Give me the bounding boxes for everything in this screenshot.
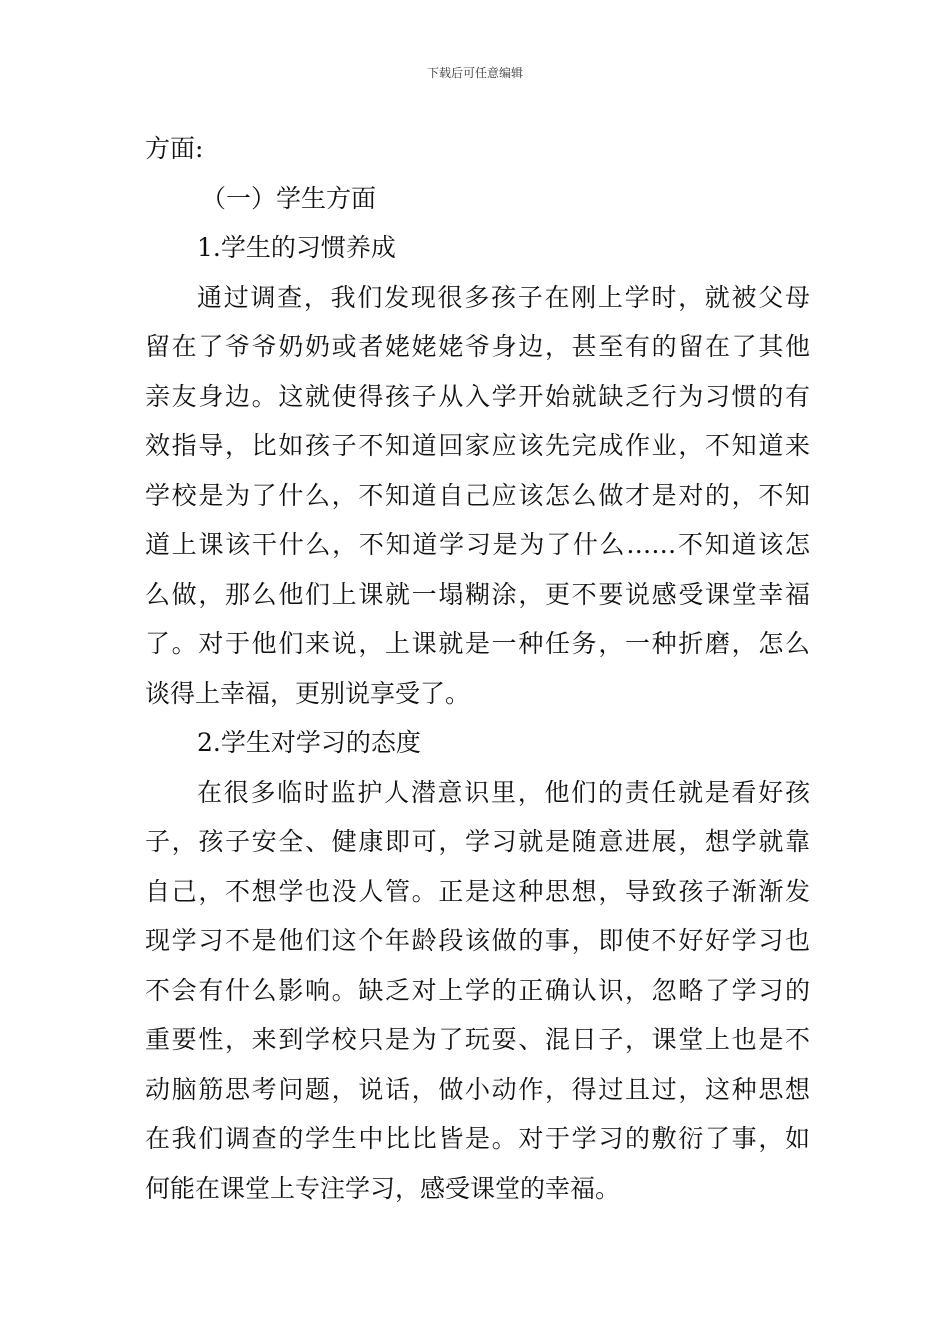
paragraph-line: 重要性，来到学校只是为了玩耍、混日子，课堂上也是不	[145, 1025, 810, 1054]
paragraph-line: 在我们调查的学生中比比皆是。对于学习的敷衍了事，如	[145, 1124, 810, 1153]
document-body	[145, 124, 810, 1213]
intro-line: 方面:	[145, 134, 204, 163]
subsection-1-heading: 1.学生的习惯养成	[197, 233, 396, 262]
paragraph-line: 效指导，比如孩子不知道回家应该先完成作业，不知道来	[145, 431, 810, 460]
paragraph-line: 了。对于他们来说，上课就是一种任务，一种折磨，怎么	[145, 629, 810, 658]
section-heading: （一）学生方面	[201, 183, 377, 213]
paragraph-line: 不会有什么影响。缺乏对上学的正确认识，忽略了学习的	[145, 975, 810, 1005]
paragraph-line: 学校是为了什么，不知道自己应该怎么做才是对的，不知	[145, 480, 810, 510]
paragraph-line: 子，孩子安全、健康即可，学习就是随意进展，想学就靠	[145, 827, 810, 856]
paragraph-line: 现学习不是他们这个年龄段该做的事，即使不好好学习也	[145, 926, 810, 955]
paragraph-line: 留在了爷爷奶奶或者姥姥姥爷身边，甚至有的留在了其他	[145, 332, 810, 361]
paragraph-line: 道上课该干什么，不知道学习是为了什么……不知道该怎	[145, 530, 810, 559]
paragraph-line: 自己，不想学也没人管。正是这种思想，导致孩子渐渐发	[145, 876, 810, 906]
paragraph-line: 在很多临时监护人潜意识里，他们的责任就是看好孩	[197, 777, 810, 807]
paragraph-line: 么做，那么他们上课就一塌糊涂，更不要说感受课堂幸福	[145, 579, 810, 609]
subsection-2-heading: 2.学生对学习的态度	[197, 728, 421, 757]
page-header: 下载后可任意编辑	[426, 66, 523, 80]
paragraph-line: 谈得上幸福，更别说享受了。	[145, 678, 471, 708]
paragraph-line: 动脑筋思考问题，说话，做小动作，得过且过，这种思想	[145, 1074, 810, 1104]
paragraph-line: 亲友身边。这就使得孩子从入学开始就缺乏行为习惯的有	[145, 381, 810, 411]
paragraph-line: 何能在课堂上专注学习，感受课堂的幸福。	[145, 1173, 621, 1203]
paragraph-line: 通过调查，我们发现很多孩子在刚上学时，就被父母	[197, 282, 810, 312]
